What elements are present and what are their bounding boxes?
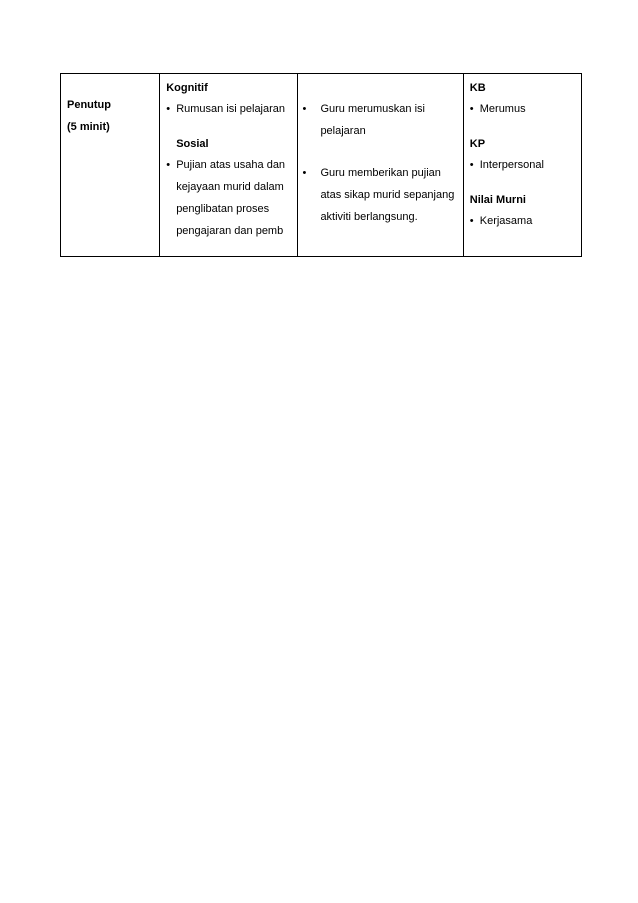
bullet-icon: •	[166, 159, 171, 171]
nilai-item-text: Kerjasama	[479, 215, 533, 227]
notes-cell	[463, 74, 581, 257]
list-item	[470, 210, 575, 232]
bullet-icon: •	[302, 167, 307, 179]
stage-name: Penutup	[67, 99, 111, 111]
bullet-icon: •	[469, 159, 474, 171]
stage-cell	[61, 74, 160, 257]
list-item	[302, 162, 458, 228]
bullet-icon: •	[166, 103, 171, 115]
activity-item-text: Guru merumuskan isi pelajaran	[320, 103, 425, 137]
kb-heading: KB	[469, 82, 486, 94]
kp-heading: KP	[469, 138, 486, 150]
bullet-icon: •	[469, 103, 474, 115]
stage-duration: (5 minit)	[67, 121, 110, 133]
kognitif-heading: Kognitif	[166, 82, 208, 94]
kb-item-text: Merumus	[479, 103, 526, 115]
list-item	[470, 154, 575, 176]
nilai-murni-heading: Nilai Murni	[469, 194, 526, 206]
bullet-icon: •	[302, 103, 307, 115]
list-item	[166, 154, 291, 242]
bullet-icon: •	[469, 215, 474, 227]
list-item	[470, 98, 575, 120]
activity-cell	[298, 74, 463, 257]
list-item	[302, 98, 458, 142]
lesson-plan-table	[60, 73, 582, 257]
activity-item-text: Guru memberikan pujian atas sikap murid sepanjang aktiviti berlangsung.	[320, 167, 455, 223]
kp-item-text: Interpersonal	[479, 159, 544, 171]
kognitif-item-text: Rumusan isi pelajaran	[176, 103, 286, 115]
sosial-item-text: Pujian atas usaha dan kejayaan murid dalam penglibatan proses pengajaran dan pemb	[176, 159, 286, 237]
sosial-heading: Sosial	[176, 138, 209, 150]
content-cell	[160, 74, 298, 257]
table-row	[61, 74, 582, 257]
list-item	[166, 98, 291, 120]
